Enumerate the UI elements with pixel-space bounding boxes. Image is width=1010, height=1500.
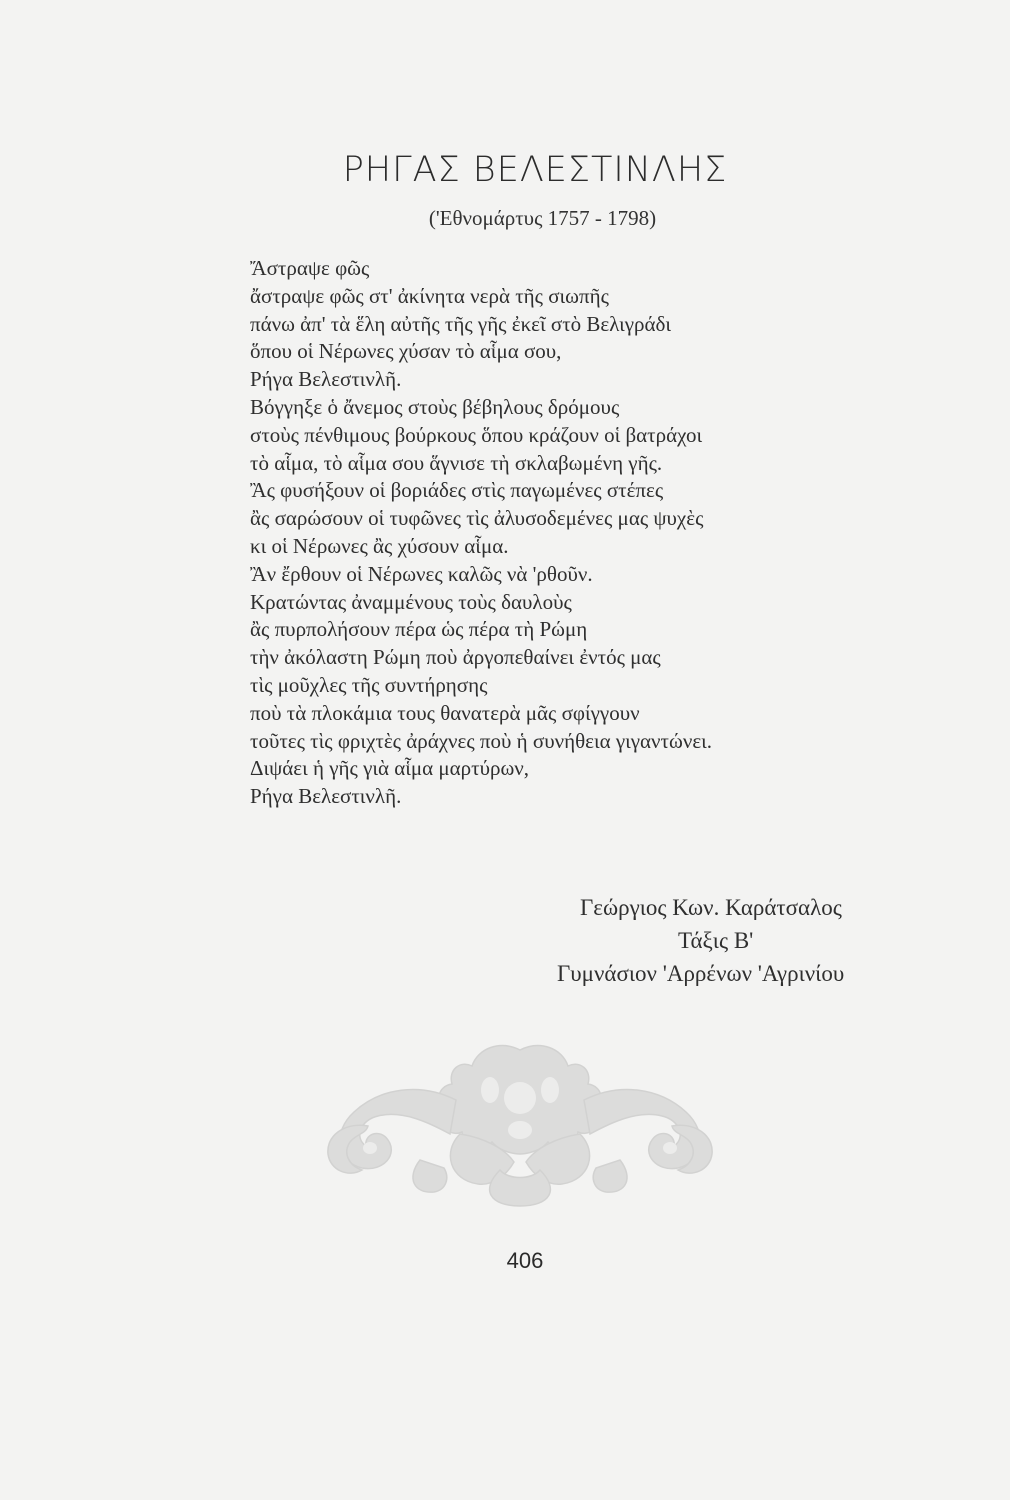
poem-subtitle: ('Εθνομάρτυς 1757 - 1798) <box>428 206 657 230</box>
poem-line: Ρήγα Βελεστινλῆ. <box>250 784 402 809</box>
author-class: Τάξις Β' <box>678 928 754 953</box>
author-name: Γεώργιος Κων. Καράτσαλος <box>580 895 842 920</box>
poem-line: ὅπου οἱ Νέρωνες χύσαν τὸ αἷμα σου, <box>250 339 562 364</box>
poem-line: ἂς σαρώσουν οἱ τυφῶνες τὶς ἀλυσοδεμένες μας ψυχὲς <box>250 506 704 531</box>
poem-line: Ἄστραψε φῶς <box>250 256 370 280</box>
poem-line: Ρήγα Βελεστινλῆ. <box>250 367 402 392</box>
author-school: Γυμνάσιον 'Αρρένων 'Αγρινίου <box>557 961 845 986</box>
poem-line: Βόγγηξε ὁ ἄνεμος στοὺς βέβηλους δρόμους <box>250 394 620 419</box>
poem-line: Ἂν ἔρθουν οἱ Νέρωνες καλῶς νὰ 'ρθοῦν. <box>250 561 593 586</box>
floral-ornament-icon <box>310 1030 730 1210</box>
poem-line: τὸ αἷμα, τὸ αἷμα σου ἅγνισε τὴ σκλαβωμένη γῆς. <box>250 450 663 475</box>
poem-line: τὶς μοῦχλες τῆς συντήρησης <box>250 672 488 697</box>
poem-body <box>250 255 970 811</box>
poem-line: ἂς πυρπολήσουν πέρα ὡς πέρα τὴ Ρώμη <box>250 617 588 642</box>
poem-line: τοῦτες τὶς φριχτὲς ἀράχνες ποὺ ἡ συνήθεια γιγαντώνει. <box>250 728 713 753</box>
poem-line: ποὺ τὰ πλοκάμια τους θανατερὰ μᾶς σφίγγουν <box>250 700 640 725</box>
poem-line: Διψάει ἡ γῆς γιὰ αἷμα μαρτύρων, <box>250 756 530 781</box>
poem-line: Κρατώντας ἀναμμένους τοὺς δαυλοὺς <box>250 589 572 614</box>
poem-line: τὴν ἀκόλαστη Ρώμη ποὺ ἀργοπεθαίνει ἐντός μας <box>250 645 661 670</box>
page-number: 406 <box>506 1248 544 1273</box>
poem-line: στοὺς πένθιμους βούρκους ὅπου κράζουν οἱ βατράχοι <box>250 422 703 447</box>
poem-line: κι οἱ Νέρωνες ἂς χύσουν αἷμα. <box>250 533 509 558</box>
poem-line: ἄστραψε φῶς στ' ἀκίνητα νερὰ τῆς σιωπῆς <box>250 283 609 308</box>
poem-title: ΡΗΓΑΣ ΒΕΛΕΣΤΙΝΛΗΣ <box>342 150 728 190</box>
poem-line: πάνω ἀπ' τὰ ἕλη αὐτῆς τῆς γῆς ἐκεῖ στὸ Βελιγράδι <box>250 311 672 336</box>
poem-line: Ἂς φυσήξουν οἱ βοριάδες στὶς παγωμένες στέπες <box>250 478 664 503</box>
